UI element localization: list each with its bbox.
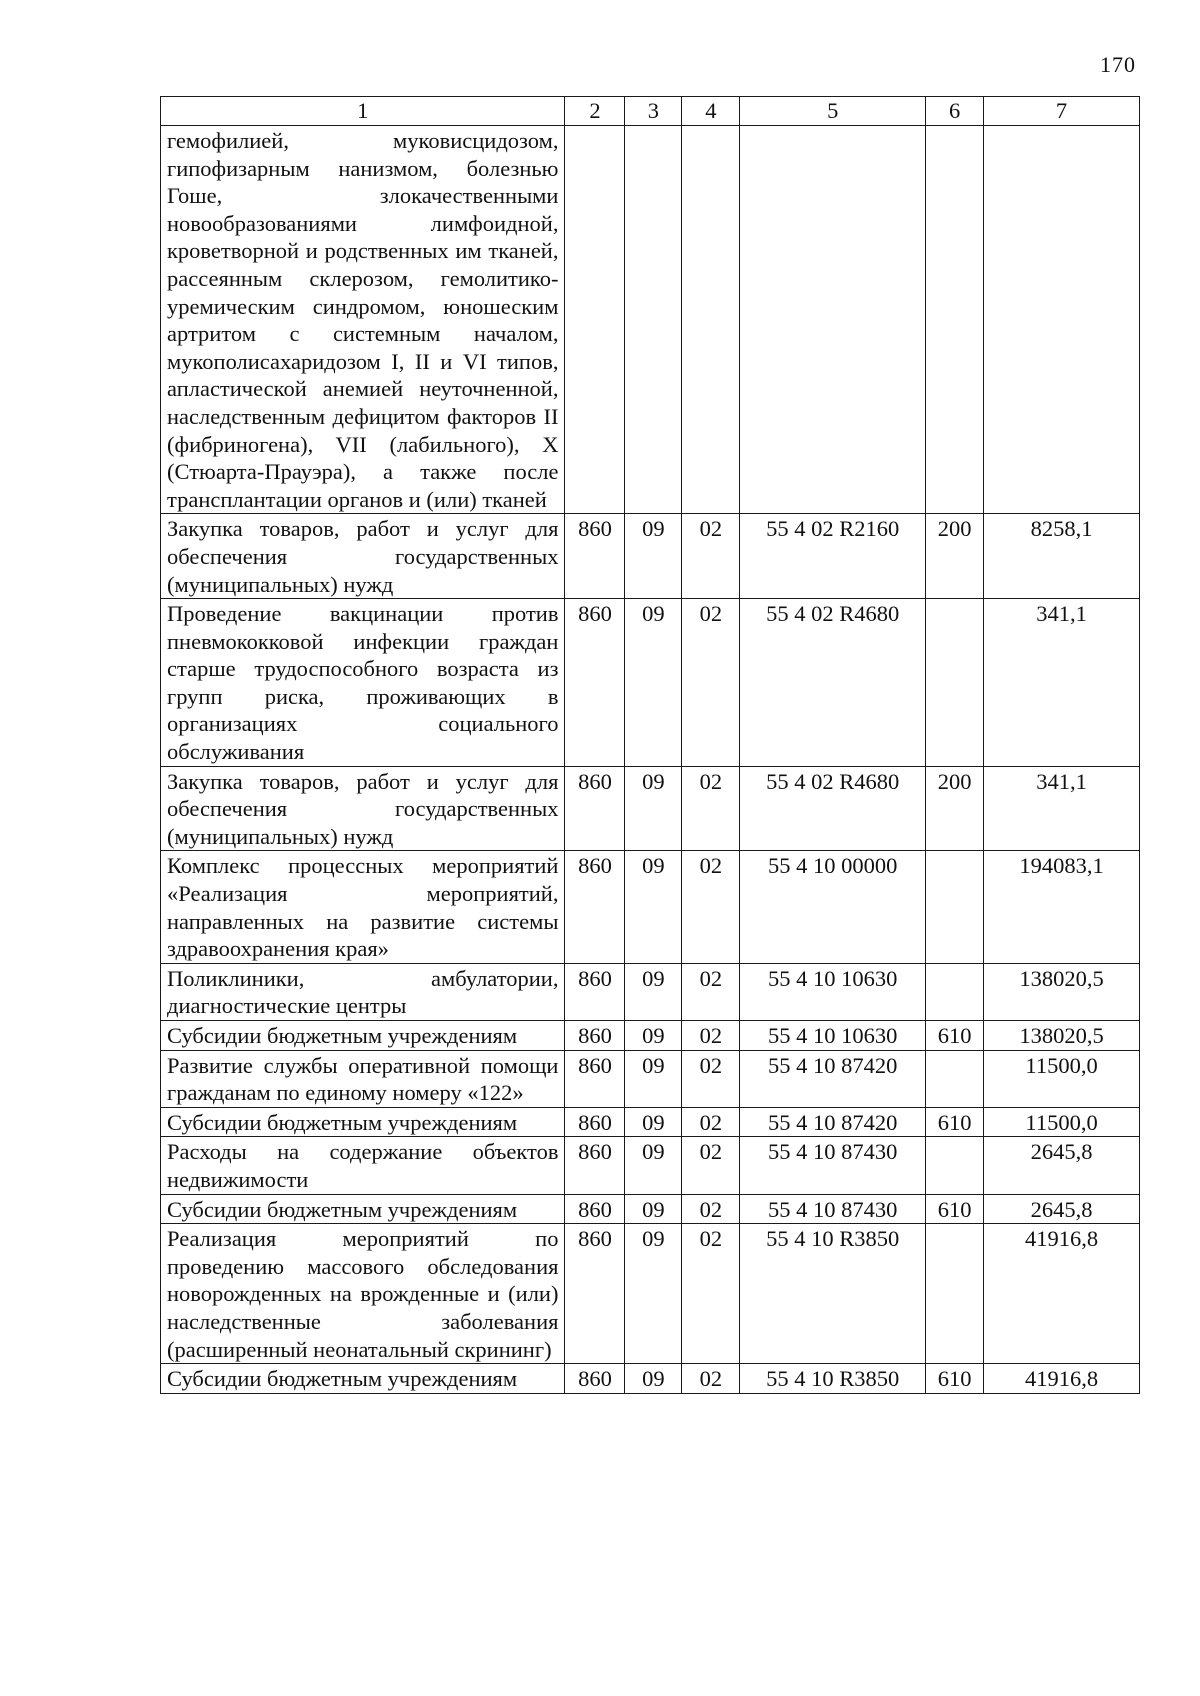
section-code-cell: 09 [625,766,682,851]
amount-cell: 41916,8 [984,1364,1140,1394]
subsection-code-cell: 02 [682,1107,740,1137]
section-code-cell: 09 [625,514,682,599]
subsection-code-cell: 02 [682,1224,740,1364]
expense-type-cell: 200 [926,766,984,851]
expense-type-cell [926,851,984,963]
header-col-7: 7 [984,97,1140,126]
ministry-code-cell: 860 [565,1137,625,1194]
target-article-cell: 55 4 10 10630 [740,1021,926,1051]
target-article-cell: 55 4 10 87430 [740,1194,926,1224]
expense-type-cell: 610 [926,1364,984,1394]
section-code-cell: 09 [625,1107,682,1137]
section-code-cell: 09 [625,1194,682,1224]
subsection-code-cell: 02 [682,514,740,599]
section-code-cell: 09 [625,1137,682,1194]
table-row [161,1194,1140,1224]
subsection-code-cell: 02 [682,1364,740,1394]
header-row [161,97,1140,126]
subsection-code-cell [682,126,740,514]
target-article-cell: 55 4 10 87430 [740,1137,926,1194]
expense-type-cell [926,599,984,767]
header-col-5: 5 [740,97,926,126]
subsection-code-cell: 02 [682,1137,740,1194]
expense-type-cell [926,963,984,1020]
table-row [161,1021,1140,1051]
subsection-code-cell: 02 [682,599,740,767]
expense-name-cell: Проведение вакцинации против пневмококковой инфекции граждан старше трудоспособного возраста из групп риска, проживающих в организациях социального обслуживания [161,599,565,767]
section-code-cell: 09 [625,963,682,1020]
expense-type-cell [926,126,984,514]
ministry-code-cell: 860 [565,1364,625,1394]
expense-name-cell: Закупка товаров, работ и услуг для обеспечения государственных (муниципальных) нужд [161,766,565,851]
section-code-cell: 09 [625,1050,682,1107]
target-article-cell: 55 4 10 00000 [740,851,926,963]
target-article-cell: 55 4 02 R4680 [740,766,926,851]
ministry-code-cell: 860 [565,963,625,1020]
amount-cell: 138020,5 [984,963,1140,1020]
section-code-cell [625,126,682,514]
expense-type-cell [926,1224,984,1364]
expense-name-cell: Реализация мероприятий по проведению массового обследования новорожденных на врожденные и (или) наследственные заболевания (расширенный неонатальный скрининг) [161,1224,565,1364]
page-number: 170 [1100,52,1136,77]
section-code-cell: 09 [625,1021,682,1051]
section-code-cell: 09 [625,1364,682,1394]
amount-cell: 194083,1 [984,851,1140,963]
table-row [161,1050,1140,1107]
section-code-cell: 09 [625,599,682,767]
ministry-code-cell [565,126,625,514]
table-row [161,851,1140,963]
amount-cell: 341,1 [984,599,1140,767]
table-body [161,126,1140,1394]
amount-cell: 138020,5 [984,1021,1140,1051]
ministry-code-cell: 860 [565,599,625,767]
target-article-cell: 55 4 10 87420 [740,1050,926,1107]
table-row [161,599,1140,767]
expense-name-cell: Развитие службы оперативной помощи гражданам по единому номеру «122» [161,1050,565,1107]
ministry-code-cell: 860 [565,1107,625,1137]
amount-cell: 41916,8 [984,1224,1140,1364]
target-article-cell: 55 4 02 R2160 [740,514,926,599]
budget-table [160,96,1140,1394]
expense-name-cell: Поликлиники, амбулатории, диагностические центры [161,963,565,1020]
header-col-4: 4 [682,97,740,126]
header-col-3: 3 [625,97,682,126]
ministry-code-cell: 860 [565,1050,625,1107]
amount-cell: 8258,1 [984,514,1140,599]
header-col-1: 1 [161,97,565,126]
target-article-cell: 55 4 10 87420 [740,1107,926,1137]
target-article-cell: 55 4 10 R3850 [740,1224,926,1364]
section-code-cell: 09 [625,1224,682,1364]
expense-name-cell: Субсидии бюджетным учреждениям [161,1021,565,1051]
expense-name-cell: Расходы на содержание объектов недвижимости [161,1137,565,1194]
expense-name-cell: Субсидии бюджетным учреждениям [161,1364,565,1394]
ministry-code-cell: 860 [565,1224,625,1364]
ministry-code-cell: 860 [565,851,625,963]
target-article-cell: 55 4 10 10630 [740,963,926,1020]
subsection-code-cell: 02 [682,1021,740,1051]
table-row [161,1107,1140,1137]
table-header [161,97,1140,126]
expense-type-cell [926,1050,984,1107]
header-col-2: 2 [565,97,625,126]
ministry-code-cell: 860 [565,766,625,851]
amount-cell: 2645,8 [984,1137,1140,1194]
amount-cell [984,126,1140,514]
table-row [161,1137,1140,1194]
amount-cell: 11500,0 [984,1050,1140,1107]
expense-type-cell: 200 [926,514,984,599]
amount-cell: 2645,8 [984,1194,1140,1224]
target-article-cell: 55 4 02 R4680 [740,599,926,767]
amount-cell: 11500,0 [984,1107,1140,1137]
table-row [161,126,1140,514]
subsection-code-cell: 02 [682,963,740,1020]
subsection-code-cell: 02 [682,851,740,963]
table-row [161,1364,1140,1394]
subsection-code-cell: 02 [682,766,740,851]
subsection-code-cell: 02 [682,1050,740,1107]
expense-name-cell: гемофилией, муковисцидозом, гипофизарным нанизмом, болезнью Гоше, злокачественными новообразованиями лимфоидной, кроветворной и родственных им тканей, рассеянным склерозом, гемолитико-уремическим синдромом, юношеским артритом с системным началом, мукополисахаридозом I, II и VI типов, апластической анемией неуточненной, наследственным дефицитом факторов II (фибриногена), VII (лабильного), X (Стюарта-Прауэра), а также после трансплантации органов и (или) тканей [161,126,565,514]
table-row [161,963,1140,1020]
amount-cell: 341,1 [984,766,1140,851]
ministry-code-cell: 860 [565,514,625,599]
target-article-cell: 55 4 10 R3850 [740,1364,926,1394]
target-article-cell [740,126,926,514]
section-code-cell: 09 [625,851,682,963]
subsection-code-cell: 02 [682,1194,740,1224]
expense-type-cell: 610 [926,1021,984,1051]
expense-name-cell: Комплекс процессных мероприятий «Реализация мероприятий, направленных на развитие системы здравоохранения края» [161,851,565,963]
expense-name-cell: Субсидии бюджетным учреждениям [161,1107,565,1137]
expense-name-cell: Закупка товаров, работ и услуг для обеспечения государственных (муниципальных) нужд [161,514,565,599]
table-row [161,766,1140,851]
header-col-6: 6 [926,97,984,126]
ministry-code-cell: 860 [565,1021,625,1051]
expense-name-cell: Субсидии бюджетным учреждениям [161,1194,565,1224]
expense-type-cell: 610 [926,1107,984,1137]
expense-type-cell: 610 [926,1194,984,1224]
table-row [161,514,1140,599]
expense-type-cell [926,1137,984,1194]
table-row [161,1224,1140,1364]
ministry-code-cell: 860 [565,1194,625,1224]
